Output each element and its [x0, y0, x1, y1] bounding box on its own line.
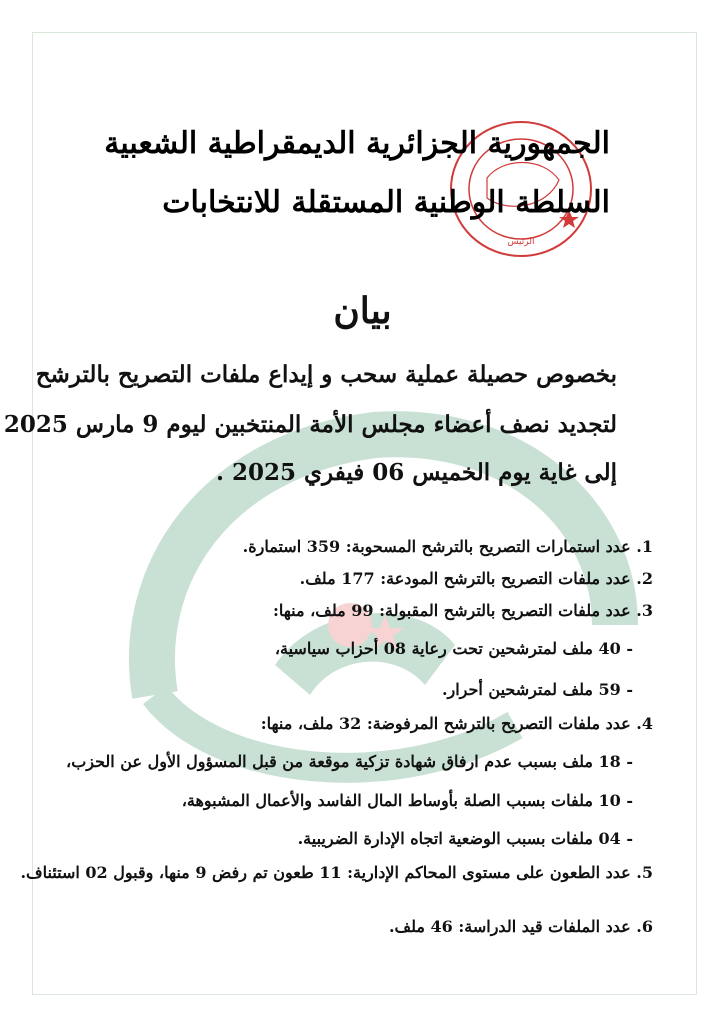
document-title: بيان [333, 290, 392, 332]
subject-line-1: بخصوص حصيلة عملية سحب و إيداع ملفات التصريح بالترشح [35, 361, 617, 388]
list-item-6: 6. عدد الملفات قيد الدراسة: 46 ملف. [388, 917, 653, 936]
header-republic-name: الجمهورية الجزائرية الديمقراطية الشعبية [104, 126, 610, 161]
list-item-2: 2. عدد ملفات التصريح بالترشح المودعة: 177 ملف. [299, 569, 653, 588]
subject-line-3: إلى غاية يوم الخميس 06 فيفري 2025 . [215, 459, 617, 486]
list-item-3: 3. عدد ملفات التصريح بالترشح المقبولة: 99 ملف، منها: [272, 601, 653, 620]
sub-item-4c: - 04 ملفات بسبب الوضعية اتجاه الإدارة الضريبية. [297, 829, 633, 848]
subject-line-2: لتجديد نصف أعضاء مجلس الأمة المنتخبين ليوم 9 مارس 2025 [3, 411, 617, 438]
stamp-caption: الرئيس [507, 237, 535, 247]
sub-item-4b: - 10 ملفات بسبب الصلة بأوساط المال الفاسد والأعمال المشبوهة، [181, 791, 633, 810]
sub-item-4a: - 18 ملف بسبب عدم ارفاق شهادة تزكية موقعة من قبل المسؤول الأول عن الحزب، [66, 752, 633, 771]
sub-item-3b: - 59 ملف لمترشحين أحرار. [441, 680, 633, 699]
header-authority-name: السلطة الوطنية المستقلة للانتخابات [162, 185, 610, 220]
list-item-4: 4. عدد ملفات التصريح بالترشح المرفوضة: 32 ملف، منها: [260, 714, 653, 733]
list-item-1: 1. عدد استمارات التصريح بالترشح المسحوبة: 359 استمارة. [242, 537, 653, 556]
sub-item-3a: - 40 ملف لمترشحين تحت رعاية 08 أحزاب سياسية، [274, 639, 633, 658]
list-item-5: 5. عدد الطعون على مستوى المحاكم الإدارية: 11 طعون تم رفض 9 منها، وقبول 02 استئناف. [20, 863, 653, 882]
